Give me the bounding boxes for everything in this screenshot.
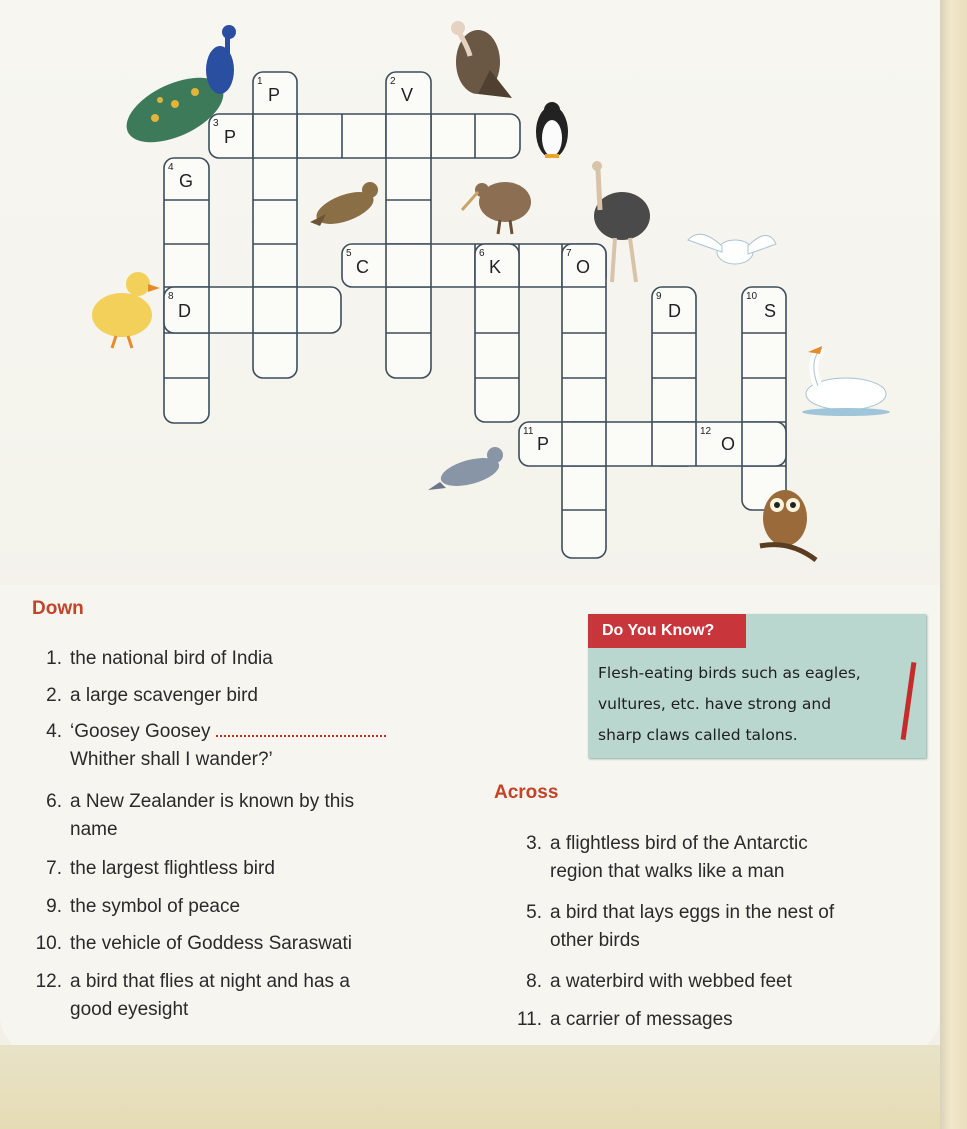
penguin-icon [536, 102, 568, 158]
cell-number-4: 4 [168, 162, 174, 173]
down-clue-12: 12. a bird that flies at night and has a good eyesight [35, 971, 350, 1020]
cell-letter-10: S [764, 301, 777, 321]
dove-icon [688, 234, 776, 264]
across-clue-8: 8. a waterbird with webbed feet [526, 971, 792, 992]
down-7-cells[interactable] [562, 244, 606, 558]
cell-letter-9: D [668, 301, 681, 321]
across-clue-3: 3. a flightless bird of the Antarctic region that walks like a man [526, 833, 808, 882]
cell-number-5: 5 [346, 248, 352, 259]
cell-letter-12: O [721, 434, 736, 454]
down-clue-7: 7. the largest flightless bird [46, 858, 275, 879]
vulture-icon [451, 21, 512, 98]
page-bottom-band [0, 1045, 940, 1129]
down-clue-2: 2. a large scavenger bird [46, 685, 258, 706]
pigeon-icon [428, 447, 503, 491]
down-clue-4: 4. ‘Goosey Goosey Whither shall I wander?’ [32, 718, 386, 774]
cell-number-2: 2 [390, 76, 396, 87]
owl-icon [760, 490, 816, 560]
across-heading: Across [494, 782, 559, 803]
cell-letter-2: V [401, 85, 414, 105]
cell-number-1: 1 [257, 76, 263, 87]
cell-number-10: 10 [746, 291, 758, 302]
down-2-cells[interactable] [386, 72, 431, 378]
across-clue-11: 11. a carrier of messages [516, 1009, 733, 1030]
kiwi-icon [462, 182, 531, 234]
swan-icon [802, 346, 890, 416]
down-clue-10: 10. the vehicle of Goddess Saraswati [35, 933, 352, 954]
cell-number-11: 11 [523, 426, 534, 437]
cell-letter-1: P [268, 85, 281, 105]
down-heading: Down [32, 598, 84, 619]
cell-number-7: 7 [566, 248, 572, 259]
cell-number-6: 6 [479, 248, 485, 259]
duck-icon [92, 272, 160, 348]
cell-letter-3: P [224, 127, 237, 147]
down-clue-9: 9. the symbol of peace [46, 896, 241, 917]
down-clue-1: 1. the national bird of India [46, 648, 273, 669]
answer-blank[interactable] [216, 721, 386, 737]
did-you-know-title: Do You Know? [588, 614, 746, 648]
cell-letter-6: K [489, 257, 502, 277]
cell-letter-8: D [178, 301, 191, 321]
across-11-cells[interactable] [519, 422, 786, 466]
did-you-know-text: Flesh-eating birds such as eagles, vultures, etc. have strong and sharp claws called talons. [598, 664, 861, 744]
cell-letter-7: O [576, 257, 591, 277]
across-clue-5: 5. a bird that lays eggs in the nest of other birds [526, 902, 835, 951]
did-you-know-box [588, 614, 926, 758]
cell-number-3: 3 [213, 118, 219, 129]
down-clue-6: 6. a New Zealander is known by this name [46, 791, 355, 840]
cell-number-9: 9 [656, 291, 662, 302]
cell-letter-4: G [179, 171, 194, 191]
cell-letter-5: C [356, 257, 369, 277]
cuckoo-icon [310, 182, 378, 230]
cell-number-12: 12 [700, 426, 712, 437]
cell-number-8: 8 [168, 291, 174, 302]
cell-letter-11: P [537, 434, 550, 454]
